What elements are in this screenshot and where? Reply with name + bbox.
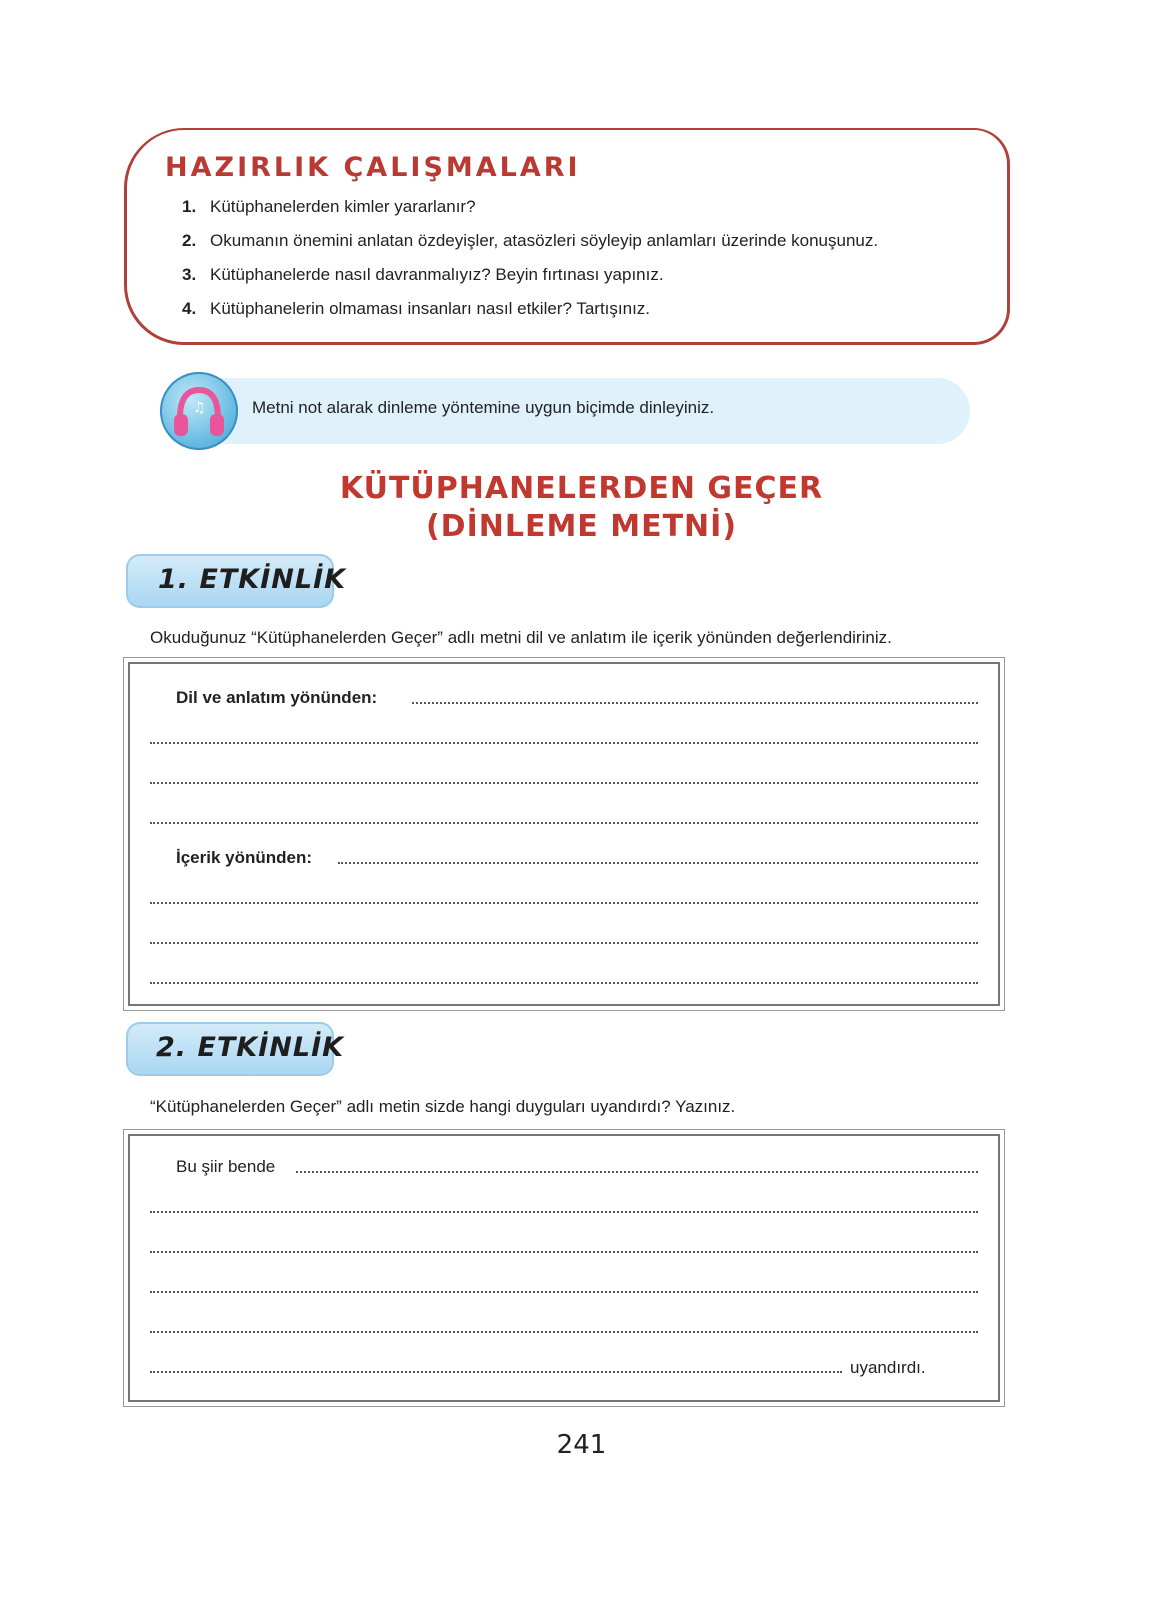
answer-line[interactable] [150,902,978,904]
list-item: 4. Kütüphanelerin olmaması insanları nasıl etkiler? Tartışınız. [182,299,651,318]
answer-line[interactable] [150,782,978,784]
page-number: 241 [556,1430,607,1460]
listening-instruction: Metni not alarak dinleme yöntemine uygun biçimde dinleyiniz. [252,398,715,417]
answer-line[interactable] [150,1291,978,1293]
answer-start-text: Bu şiir bende [176,1157,276,1176]
activity1-answer-box [128,662,1000,1006]
svg-text:♫: ♫ [193,400,206,416]
list-item: 2. Okumanın önemini anlatan özdeyişler, atasözleri söyleyip anlamları üzerinde konuşunuz. [182,231,879,250]
page-title [0,470,1163,546]
answer-line[interactable] [150,1331,978,1333]
answer-end-text: uyandırdı. [850,1358,926,1377]
answer-line[interactable] [150,1211,978,1213]
activity1-instruction: Okuduğunuz “Kütüphanelerden Geçer” adlı metni dil ve anlatım ile içerik yönünden değerlendiriniz. [150,628,892,647]
answer-line[interactable] [150,742,978,744]
preparation-title: HAZIRLIK ÇALIŞMALARI [165,152,581,183]
answer-line[interactable] [412,702,978,704]
answer-line[interactable] [150,1251,978,1253]
activity2-label: 2. ETKİNLİK [156,1032,345,1063]
title-line-2: (DİNLEME METNİ) [425,509,738,544]
answer-line[interactable] [338,862,978,864]
preparation-questions [182,196,878,332]
field-label-language: Dil ve anlatım yönünden: [176,688,378,707]
activity1-label: 1. ETKİNLİK [158,564,347,595]
answer-line[interactable] [296,1171,978,1173]
list-item: 3. Kütüphanelerde nasıl davranmalıyız? Beyin fırtınası yapınız. [182,265,664,284]
headphones-graphic [160,372,238,450]
answer-line[interactable] [150,822,978,824]
answer-line[interactable] [150,1371,842,1373]
answer-line[interactable] [150,982,978,984]
activity2-instruction: “Kütüphanelerden Geçer” adlı metin sizde hangi duyguları uyandırdı? Yazınız. [150,1097,736,1116]
headphones-icon [160,372,238,450]
title-line-1: KÜTÜPHANELERDEN GEÇER [339,471,824,506]
field-label-content: İçerik yönünden: [176,848,313,867]
answer-line[interactable] [150,942,978,944]
list-item: 1. Kütüphanelerden kimler yararlanır? [182,197,476,216]
